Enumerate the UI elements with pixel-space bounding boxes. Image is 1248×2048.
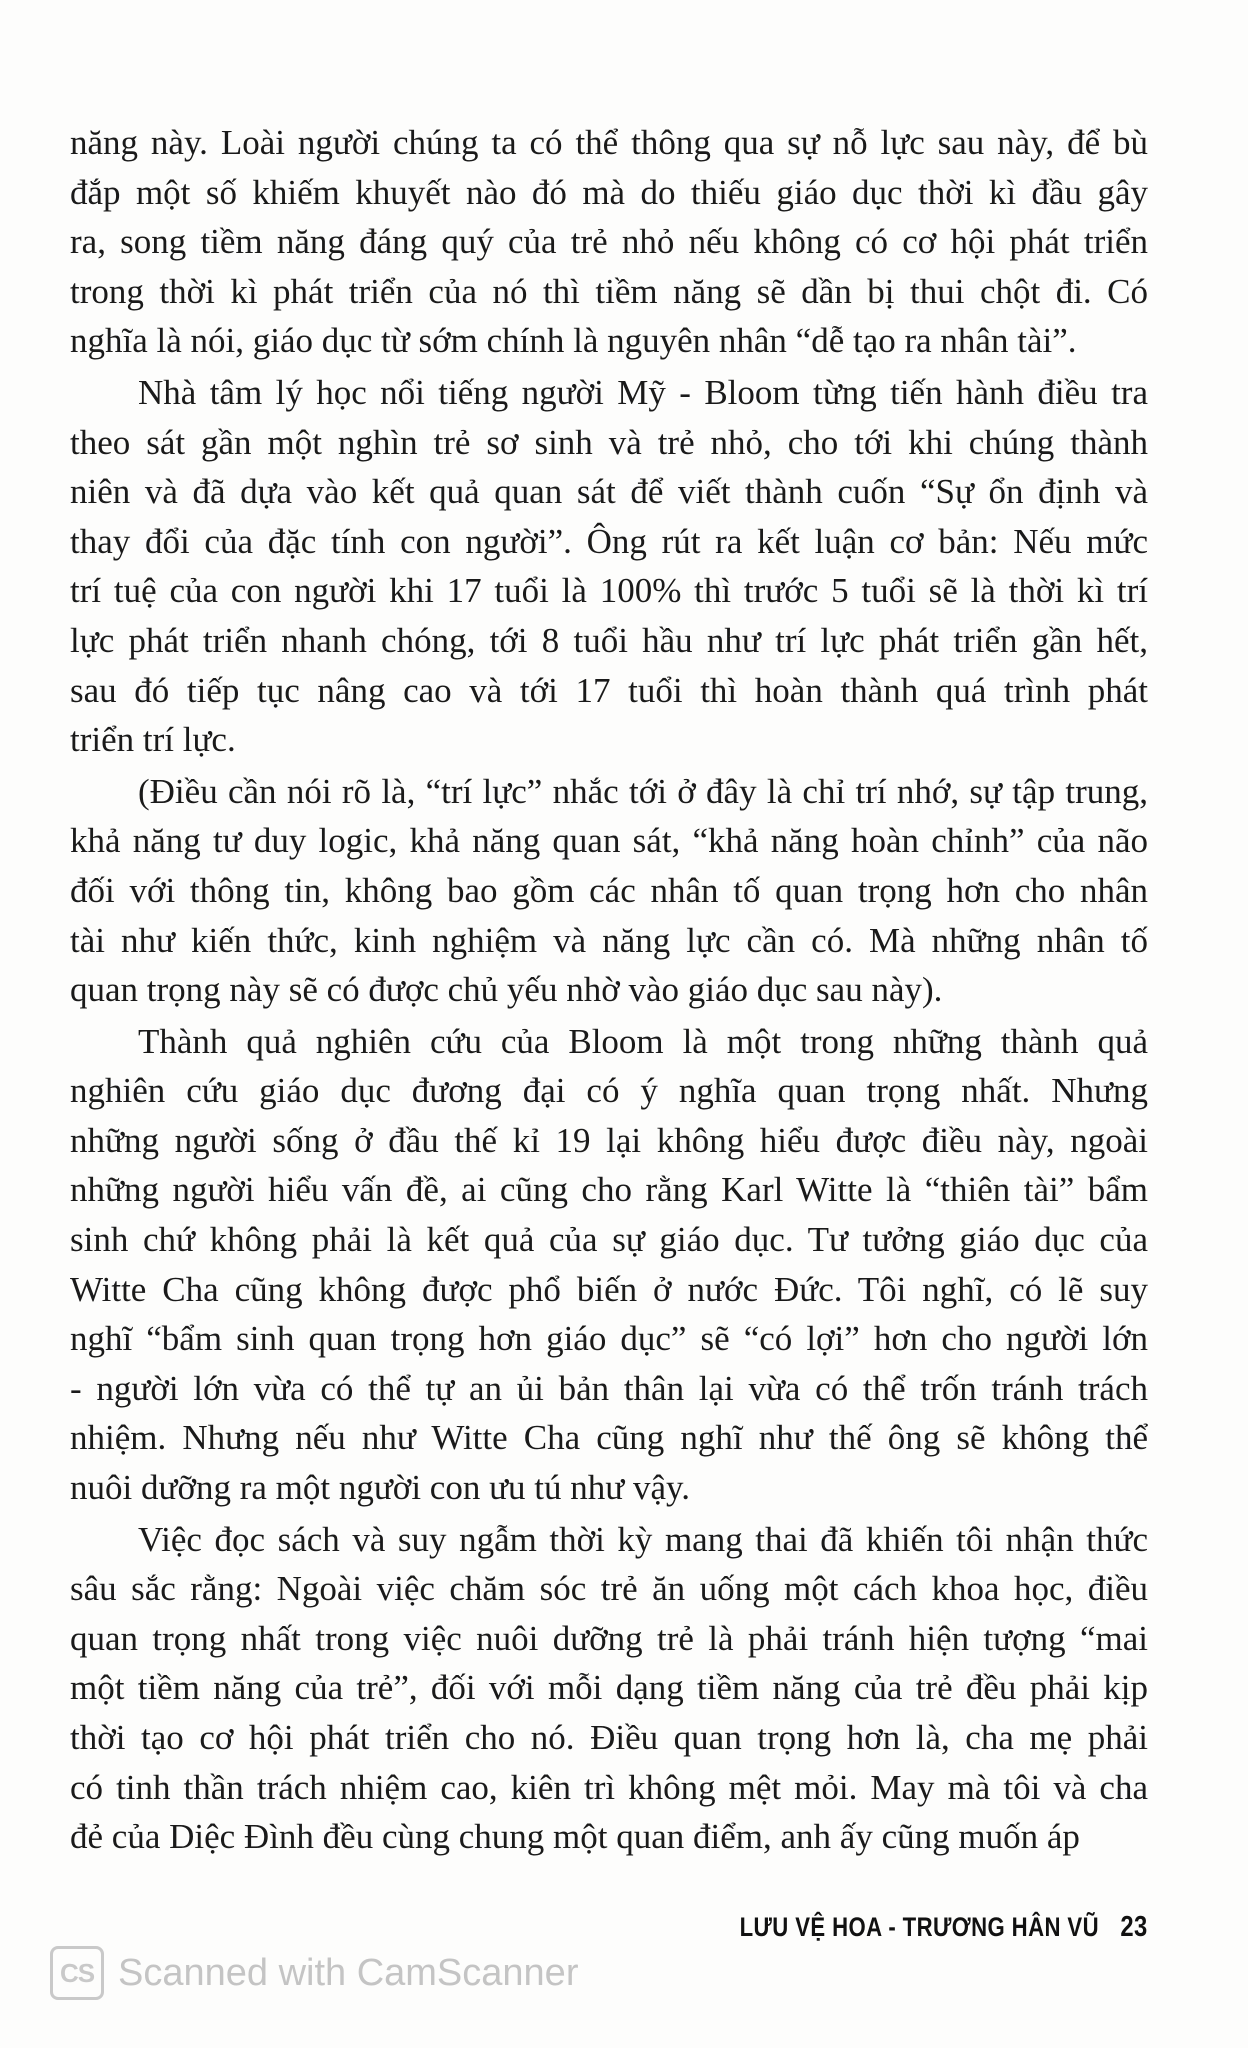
text-line: trí tuệ của con người khi 17 tuổi là 100% thì trước 5 tuổi sẽ là thời kì trí (70, 571, 1148, 611)
watermark-text: Scanned with CamScanner (118, 1951, 579, 1994)
text-line: theo sát gần một nghìn trẻ sơ sinh và trẻ nhỏ, cho tới khi chúng thành (70, 422, 1148, 462)
text-line: nuôi dưỡng ra một người con ưu tú như vậy. (70, 1468, 691, 1508)
text-line: triển trí lực. (70, 720, 236, 760)
paragraph (70, 368, 1148, 765)
text-line: sâu sắc rằng: Ngoài việc chăm sóc trẻ ăn uống một cách khoa học, điều (70, 1569, 1148, 1609)
footer-authors: LƯU VỆ HOA - TRƯƠNG HÂN VŨ (739, 1912, 1100, 1942)
text-line: trong thời kì phát triển của nó thì tiềm năng sẽ dần bị thui chột đi. Có (70, 271, 1148, 311)
text-line: quan trọng này sẽ có được chủ yếu nhờ vào giáo dục sau này). (70, 970, 943, 1010)
text-line: ra, song tiềm năng đáng quý của trẻ nhỏ nếu không có cơ hội phát triển (70, 222, 1148, 262)
text-line: Nhà tâm lý học nổi tiếng người Mỹ - Bloom từng tiến hành điều tra (138, 372, 1148, 412)
text-line: quan trọng nhất trong việc nuôi dưỡng trẻ là phải tránh hiện tượng “mai (70, 1618, 1148, 1658)
text-line: nghĩ “bẩm sinh quan trọng hơn giáo dục” sẽ “có lợi” hơn cho người lớn (70, 1319, 1148, 1359)
text-line: đối với thông tin, không bao gồm các nhân tố quan trọng hơn cho nhân (70, 870, 1148, 910)
text-line: sau đó tiếp tục nâng cao và tới 17 tuổi thì hoàn thành quá trình phát (70, 670, 1148, 710)
camscanner-logo-icon: CS (50, 1946, 104, 2000)
paragraph (70, 118, 1148, 366)
paragraph (70, 767, 1148, 1015)
text-line: một tiềm năng của trẻ”, đối với mỗi dạng tiềm năng của trẻ đều phải kịp (70, 1668, 1148, 1708)
page-number: 23 (1120, 1911, 1148, 1943)
text-line: Thành quả nghiên cứu của Bloom là một trong những thành quả (138, 1021, 1148, 1061)
text-line: (Điều cần nói rõ là, “trí lực” nhắc tới ở đây là chỉ trí nhớ, sự tập trung, (138, 771, 1148, 811)
text-line: lực phát triển nhanh chóng, tới 8 tuổi hầu như trí lực phát triển gần hết, (70, 620, 1148, 660)
text-line: khả năng tư duy logic, khả năng quan sát, “khả năng hoàn chỉnh” của não (70, 821, 1148, 861)
text-line: có tinh thần trách nhiệm cao, kiên trì không mệt mỏi. May mà tôi và cha (70, 1767, 1148, 1807)
text-line: Witte Cha cũng không được phổ biến ở nước Đức. Tôi nghĩ, có lẽ suy (70, 1269, 1148, 1309)
text-line: thời tạo cơ hội phát triển cho nó. Điều quan trọng hơn là, cha mẹ phải (70, 1718, 1148, 1757)
page-body-text (70, 118, 1148, 1864)
text-line: Việc đọc sách và suy ngẫm thời kỳ mang thai đã khiến tôi nhận thức (138, 1519, 1148, 1559)
text-line: thay đổi của đặc tính con người”. Ông rút ra kết luận cơ bản: Nếu mức (70, 521, 1148, 561)
camscanner-watermark (50, 1946, 578, 2000)
text-line: đẻ của Diệc Đình đều cùng chung một quan điểm, anh ấy cũng muốn áp (70, 1817, 1080, 1857)
paragraph (70, 1515, 1148, 1862)
text-line: sinh chứ không phải là kết quả của sự giáo dục. Tư tưởng giáo dục của (70, 1220, 1148, 1260)
text-line: niên và đã dựa vào kết quả quan sát để viết thành cuốn “Sự ổn định và (70, 472, 1148, 512)
text-line: - người lớn vừa có thể tự an ủi bản thân lại vừa có thể trốn tránh trách (70, 1368, 1148, 1408)
text-line: nhiệm. Nhưng nếu như Witte Cha cũng nghĩ như thế ông sẽ không thể (70, 1418, 1148, 1458)
text-line: tài như kiến thức, kinh nghiệm và năng lực cần có. Mà những nhân tố (70, 920, 1148, 960)
text-line: nghiên cứu giáo dục đương đại có ý nghĩa quan trọng nhất. Nhưng (70, 1071, 1148, 1111)
text-line: nghĩa là nói, giáo dục từ sớm chính là nguyên nhân “dễ tạo ra nhân tài”. (70, 321, 1077, 361)
page-footer (740, 1911, 1148, 1944)
paragraph (70, 1017, 1148, 1513)
text-line: những người sống ở đầu thế kỉ 19 lại không hiểu được điều này, ngoài (70, 1120, 1148, 1160)
text-line: đắp một số khiếm khuyết nào đó mà do thiếu giáo dục thời kì đầu gây (70, 172, 1148, 212)
text-line: những người hiểu vấn đề, ai cũng cho rằng Karl Witte là “thiên tài” bẩm (70, 1170, 1148, 1210)
text-line: năng này. Loài người chúng ta có thể thông qua sự nỗ lực sau này, để bù (70, 123, 1148, 162)
